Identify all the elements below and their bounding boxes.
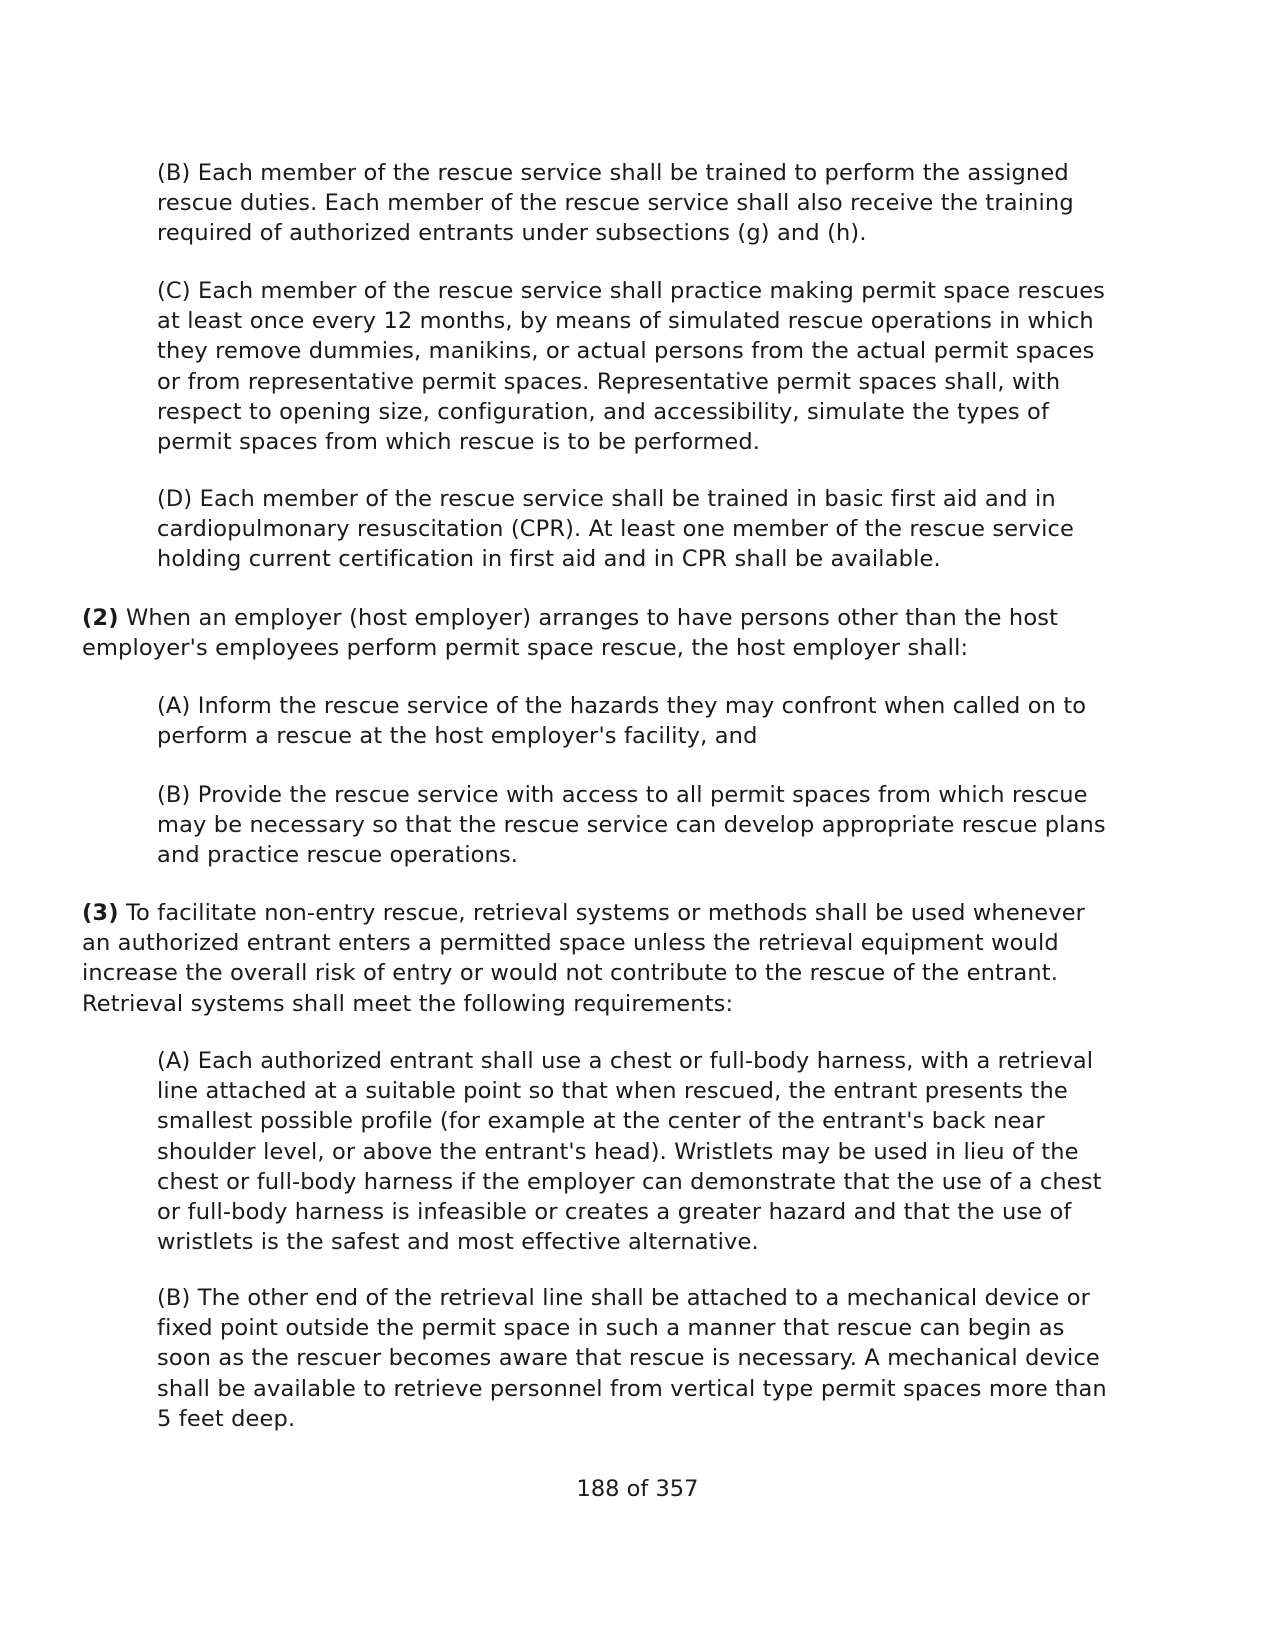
paragraph-1d: (D) Each member of the rescue service shall be trained in basic first aid and in cardiopulmonary resuscitation (CPR). At least one member of the rescue service holding current certification in first aid and in CPR shall be available.	[157, 486, 1075, 573]
paragraph-3-number: (3)	[82, 900, 119, 926]
page-number: 188 of 357	[576, 1476, 699, 1502]
paragraph-2-number: (2)	[82, 605, 119, 631]
paragraph-3b: (B) The other end of the retrieval line shall be attached to a mechanical device or fixed point outside the permit space in such a manner that rescue can begin as soon as the rescuer becomes aware that rescue is necessary. A mechanical device shall be available to retrieve personnel from vertical type permit spaces more than 5 feet deep.	[157, 1285, 1107, 1432]
paragraph-2	[82, 603, 1202, 663]
paragraph-2-text: When an employer (host employer) arranges to have persons other than the host employer's employees perform permit space rescue, the host employer shall:	[82, 605, 1059, 662]
paragraph-3a: (A) Each authorized entrant shall use a chest or full-body harness, with a retrieval line attached at a suitable point so that when rescued, the entrant presents the smallest possible profile (for example at the center of the entrant's back near shoulder level, or above the entrant's head). Wristlets may be used in lieu of the chest or full-body harness if the employer can demonstrate that the use of a chest or full-body harness is infeasible or creates a greater hazard and that the use of wristlets is the safest and most effective alternative.	[157, 1048, 1102, 1256]
paragraph-3-text: To facilitate non-entry rescue, retrieval systems or methods shall be used whenever an authorized entrant enters a permitted space unless the retrieval equipment would increase the overall risk of entry or would not contribute to the rescue of the entrant. Retrieval systems shall meet the following requirements:	[82, 900, 1086, 1017]
paragraph-1c: (C) Each member of the rescue service shall practice making permit space rescues at least once every 12 months, by means of simulated rescue operations in which they remove dummies, manikins, or actual persons from the actual permit spaces or from representative permit spaces. Representative permit spaces shall, with respect to opening size, configuration, and accessibility, simulate the types of permit spaces from which rescue is to be performed.	[157, 278, 1106, 456]
paragraph-2b: (B) Provide the rescue service with access to all permit spaces from which rescue may be necessary so that the rescue service can develop appropriate rescue plans and practice rescue operations.	[157, 782, 1106, 869]
paragraph-2a: (A) Inform the rescue service of the hazards they may confront when called on to perform a rescue at the host employer's facility, and	[157, 693, 1087, 750]
paragraph-1b: (B) Each member of the rescue service shall be trained to perform the assigned rescue duties. Each member of the rescue service shall also receive the training required of authorized entrants under subsections (g) and (h).	[157, 160, 1074, 247]
paragraph-3	[82, 898, 1202, 1019]
